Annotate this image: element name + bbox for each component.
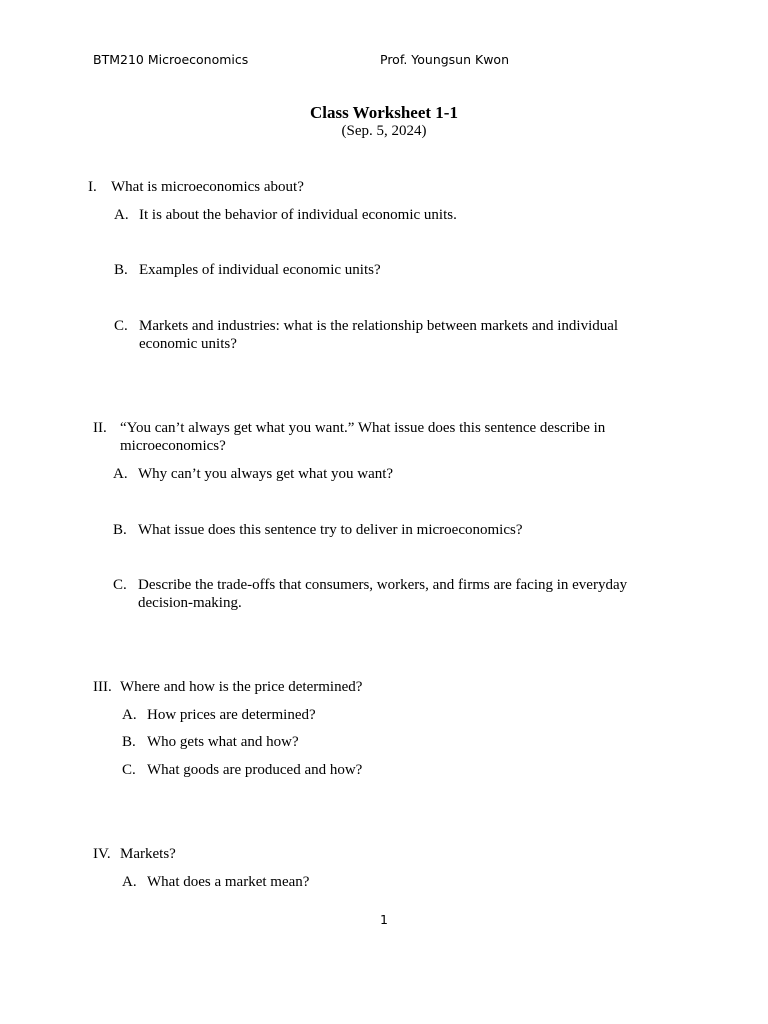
section-number: III. [93,679,112,695]
section-heading: Where and how is the price determined? [120,679,363,695]
item-text: Who gets what and how? [147,734,299,750]
item-letter: B. [113,522,127,538]
section-number: I. [88,179,97,195]
page-number: 1 [380,912,388,927]
item-letter: C. [114,318,128,334]
worksheet-title: Class Worksheet 1-1 [310,103,458,122]
item-text: Why can’t you always get what you want? [138,466,394,482]
header-instructor: Prof. Youngsun Kwon [380,52,509,67]
section-heading: “You can’t always get what you want.” What issue does this sentence describe in [120,420,606,436]
item-letter: C. [122,762,136,778]
section-heading: Markets? [120,846,176,862]
item-text: It is about the behavior of individual economic units. [139,207,457,223]
item-letter: A. [122,874,137,890]
item-text-continued: decision-making. [138,595,242,611]
item-letter: A. [114,207,129,223]
item-text: What does a market mean? [147,874,310,890]
item-text-continued: economic units? [139,336,237,352]
item-letter: B. [114,262,128,278]
worksheet-date: (Sep. 5, 2024) [341,123,427,139]
item-text: Markets and industries: what is the relationship between markets and individual [139,318,619,334]
item-letter: A. [113,466,128,482]
item-letter: C. [113,577,127,593]
section-heading: What is microeconomics about? [111,179,304,195]
item-text: Describe the trade-offs that consumers, workers, and firms are facing in everyday [138,577,628,593]
item-text: Examples of individual economic units? [139,262,381,278]
section-heading-continued: microeconomics? [120,438,226,454]
item-text: How prices are determined? [147,707,316,723]
item-text: What issue does this sentence try to deliver in microeconomics? [138,522,523,538]
item-letter: A. [122,707,137,723]
item-letter: B. [122,734,136,750]
header-course: BTM210 Microeconomics [93,52,249,67]
section-number: II. [93,420,107,436]
item-text: What goods are produced and how? [147,762,363,778]
section-number: IV. [93,846,111,862]
